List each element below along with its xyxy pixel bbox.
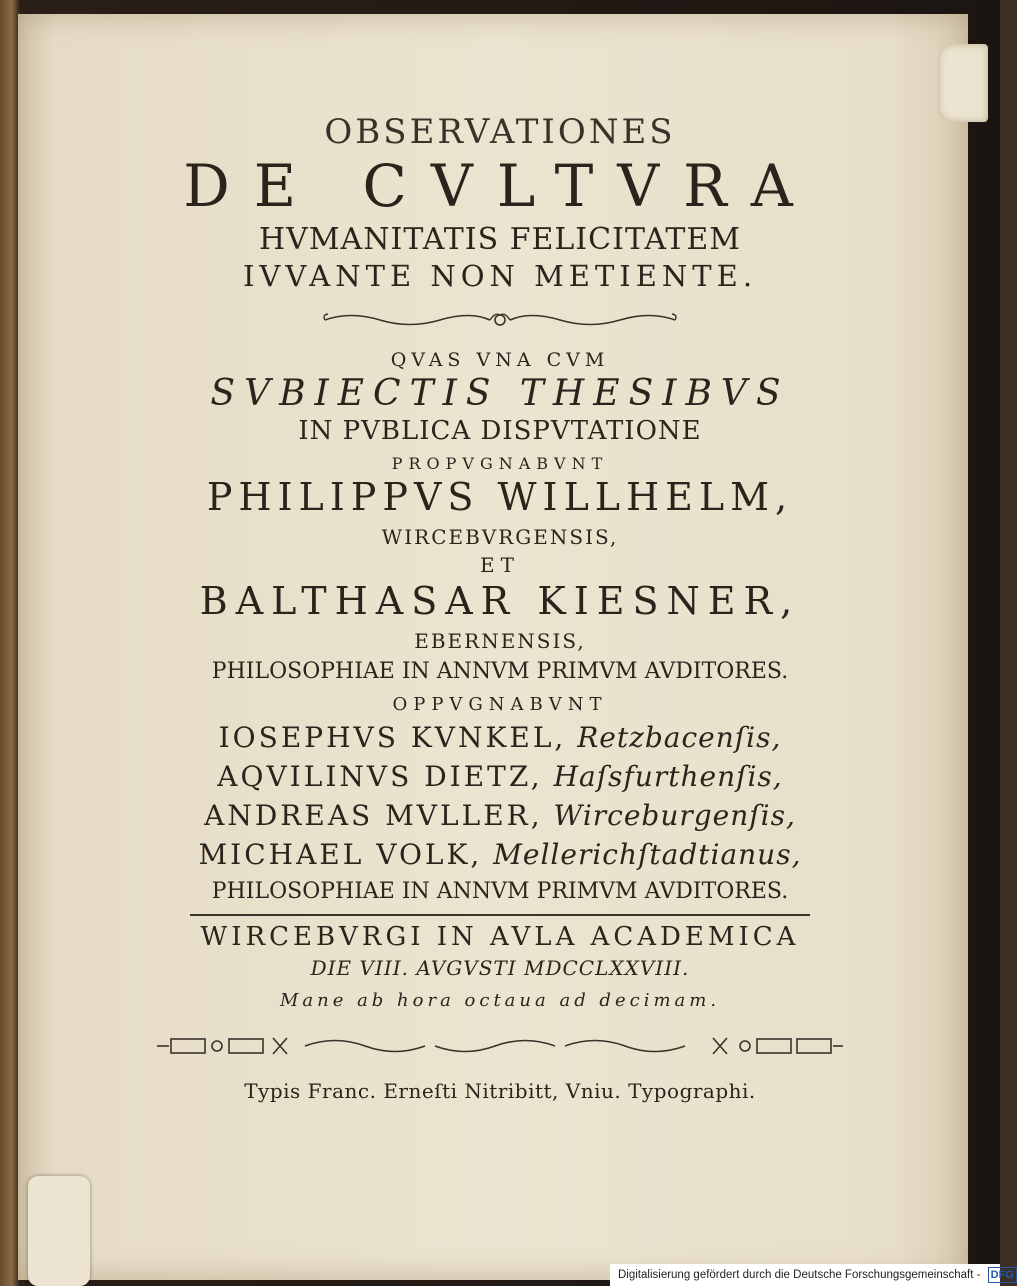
ornament-border-icon: [155, 1033, 845, 1059]
opponent-origin: Mellerichſtadtianus,: [493, 838, 802, 871]
theses-subject: SVBIECTIS THESIBVS: [210, 373, 790, 414]
title-line-4: IVVANTE NON METIENTE.: [242, 259, 758, 293]
title-line-2: DE CVLTVRA: [183, 152, 817, 220]
defender-name-2: BALTHASAR KIESNER,: [199, 579, 801, 623]
opponent-name: MICHAEL VOLK,: [198, 838, 483, 871]
theses-intro: QVAS VNA CVM: [390, 349, 610, 371]
opponent-origin: Wirceburgenſis,: [553, 799, 796, 832]
opponent-origin: Haſsfurthenſis,: [553, 760, 783, 793]
opponent-name: AQVILINVS DIETZ,: [217, 760, 543, 793]
opponent-row: [100, 760, 900, 793]
defenders-status: PHILOSOPHIAE IN ANNVM PRIMVM AVDITORES.: [211, 659, 789, 684]
title-line-1: OBSERVATIONES: [324, 112, 676, 152]
title-line-3: HVMANITATIS FELICITATEM: [259, 222, 741, 257]
digitization-footer: [610, 1264, 1014, 1286]
event-time: Mane ab hora octaua ad decimam.: [279, 990, 721, 1011]
ornament-divider-icon: [320, 309, 680, 331]
defender-origin-1: WIRCEBVRGENSIS,: [381, 525, 619, 549]
page-tab-top: [938, 44, 988, 122]
opponent-name: ANDREAS MVLLER,: [204, 799, 543, 832]
conjunction: ET: [480, 553, 520, 577]
defender-name-1: PHILIPPVS WILLHELM,: [206, 475, 794, 519]
opponent-row: [100, 721, 900, 754]
horizontal-rule: [190, 914, 810, 916]
page-tab-bottom: [28, 1176, 90, 1286]
theses-verb: PROPVGNABVNT: [391, 454, 609, 473]
opponent-row: [100, 799, 900, 832]
opponents-status: PHILOSOPHIAE IN ANNVM PRIMVM AVDITORES.: [211, 879, 789, 904]
opponent-origin: Retzbacenſis,: [577, 721, 782, 754]
dfg-logo: DFG: [988, 1267, 1017, 1283]
opponent-name: IOSEPHVS KVNKEL,: [218, 721, 567, 754]
footer-text: Digitalisierung gefördert durch die Deutsche Forschungsgemeinschaft -: [618, 1269, 981, 1281]
event-date: DIE VIII. AVGVSTI MDCCLXXVIII.: [310, 956, 690, 980]
printer-imprint: Typis Franc. Erneſti Nitribitt, Vniu. Typographi.: [244, 1079, 756, 1103]
opponent-row: [100, 838, 900, 871]
defender-origin-2: EBERNENSIS,: [414, 629, 586, 653]
title-page-content: [100, 100, 900, 1103]
opponents-verb: OPPVGNABVNT: [392, 694, 608, 715]
event-location: WIRCEBVRGI IN AVLA ACADEMICA: [200, 922, 800, 952]
theses-occasion: IN PVBLICA DISPVTATIONE: [298, 416, 702, 446]
